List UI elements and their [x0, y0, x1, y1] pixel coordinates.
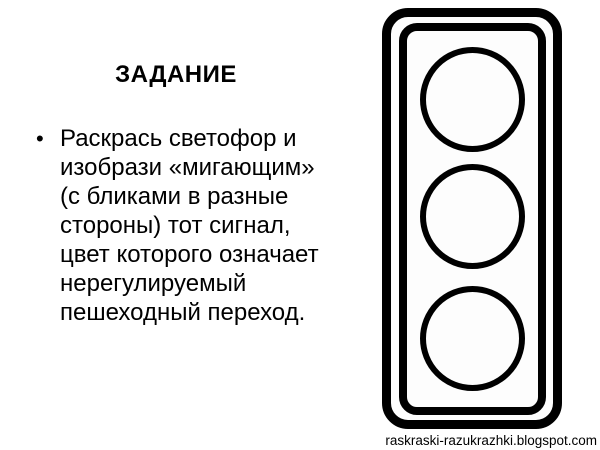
- watermark-text: raskraski-razukrazhki.blogspot.com: [385, 433, 597, 448]
- middle-signal-circle: [420, 164, 525, 269]
- bullet-marker: •: [36, 126, 44, 151]
- page-title: ЗАДАНИЕ: [115, 61, 237, 88]
- task-line: пешеходный переход.: [60, 299, 306, 326]
- task-line: Раскрась светофор и: [60, 125, 297, 152]
- task-line: нерегулируемый: [60, 270, 247, 297]
- top-signal-circle: [420, 47, 525, 152]
- traffic-light-inner-frame: [399, 23, 546, 415]
- task-line: стороны) тот сигнал,: [60, 212, 291, 239]
- task-line: цвет которого означает: [60, 241, 319, 268]
- traffic-light-outline: [382, 8, 562, 429]
- task-instruction: [36, 124, 319, 327]
- task-line: (с бликами в разные: [60, 183, 289, 210]
- task-text: [60, 124, 319, 327]
- bottom-signal-circle: [420, 286, 525, 391]
- task-line: изобрази «мигающим»: [60, 154, 315, 181]
